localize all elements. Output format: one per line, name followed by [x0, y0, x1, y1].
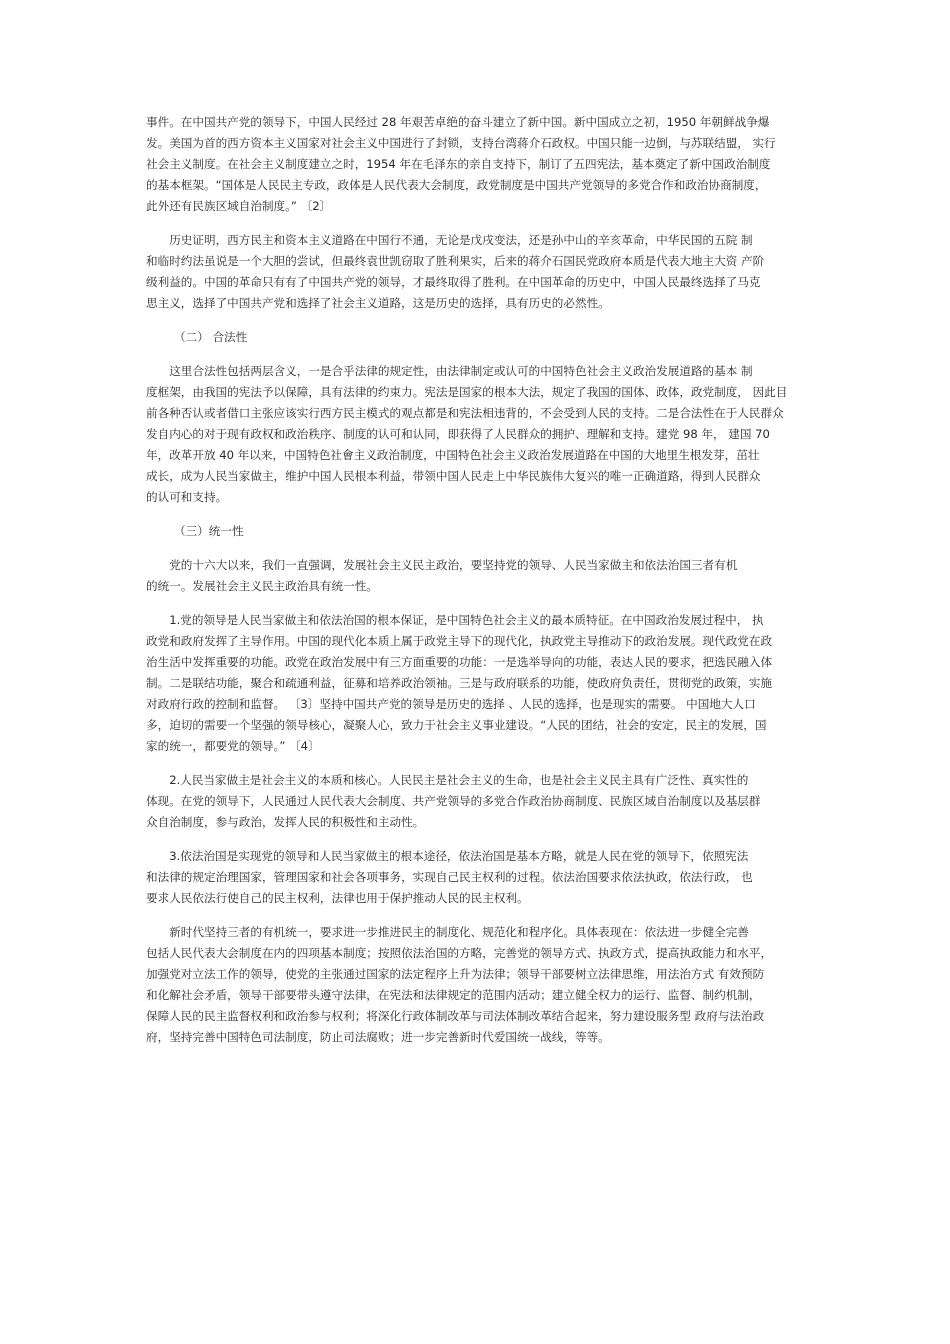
paragraph-new-era: 新时代坚持三者的有机统一，要求进一步推进民主的制度化、规范化和程序化。具体表现在：依法进一步健全完善 包括人民代表大会制度在内的四项基本制度；按照依法治国的方略，完善党的领导方式、执政方式，提高执政能力和水平， 加强党对立法工作的领导，使党的主张通过国家的法定程序上升为法律；领导干部要树立法律思维，用法治方式 有效预防 和化解社会矛盾，领导干部要带头遵守法律，在宪法和法律规定的范围内活动；建立健全权力的运行、监督、制约机制， 保障人民的民主监督权利和政治参与权利；将深化行政体制改革与司法体制改革结合起来，努力建设服务型 政府与法治政 府，坚持完善中国特色司法制度，防止司法腐败；进一步完善新时代爱国统一战线，等等。 — [146, 925, 773, 1044]
paragraph-rule-of-law: 3.依法治国是实现党的领导和人民当家做主的根本途径，依法治国是基本方略，就是人民在党的领导下，依照宪法 和法律的规定治理国家，管理国家和社会各项事务，实现自己民主权利的过程。依法治国要求依法执政，依法行政， 也 要求人民依法行使自己的民主权利，法律也用于保护推动人民的民主权利。 — [146, 849, 753, 905]
section-heading-unity: （三）统一性 — [174, 524, 244, 538]
paragraph-history-founding: 事件。在中国共产党的领导下，中国人民经过 28 年艰苦卓绝的奋斗建立了新中国。新中国成立之初，1950 年朝鲜战争爆 发。美国为首的西方资本主义国家对社会主义中国进行了封锁，支持台湾蒋介石政权。中国只能一边倒，与苏联结盟， 实行 社会主义制度。在社会主义制度建立之时，1954 年在毛泽东的亲自支持下，制订了五四宪法，基本奠定了新中国政治制度 的基本框架。“国体是人民民主专政，政体是人民代表大会制度，政党制度是中国共产党领导的多党合作和政治协商制度， 此外还有民族区域自治制度。” 〔2〕 — [146, 115, 776, 213]
paragraph-history-proof: 历史证明，西方民主和资本主义道路在中国行不通，无论是戊戌变法，还是孙中山的辛亥革命，中华民国的五院 制 和临时约法虽说是一个大胆的尝试，但最终袁世凯窃取了胜利果实，后来的蒋介石国民党政府本质是代表大地主大资 产阶 级利益的。中国的革命只有有了中国共产党的领导，才最终取得了胜利。在中国革命的历史中，中国人民最终选择了马克 思主义，选择了中国共产党和选择了社会主义道路，这是历史的选择，具有历史的必然性。 — [146, 233, 765, 310]
document-page — [146, 112, 810, 1061]
paragraph-legitimacy: 这里合法性包括两层含义，一是合乎法律的规定性，由法律制定或认可的中国特色社会主义政治发展道路的基本 制 度框架，由我国的宪法予以保障，具有法律的约束力。宪法是国家的根本大法，规定了我国的国体、政体，政党制度， 因此目 前各种否认或者借口主张应该实行西方民主模式的观点都是和宪法相违背的，不会受到人民的支持。二是合法性在于人民群众 发自内心的对于现有政权和政治秩序、制度的认可和认同，即获得了人民群众的拥护、理解和支持。建党 98 年， 建国 70 年，改革开放 40 年以来，中国特色社會主义政治制度，中国特色社会主义政治发展道路在中国的大地里生根发芽，茁壮 成长，成为人民当家做主，维护中国人民根本利益，带领中国人民走上中华民族伟大复兴的唯一正确道路，得到人民群众 的认可和支持。 — [146, 364, 788, 504]
paragraph-unity-intro: 党的十六大以来，我们一直强调，发展社会主义民主政治，要坚持党的领导、人民当家做主和依法治国三者有机 的统一。发展社会主义民主政治具有统一性。 — [146, 558, 738, 593]
section-heading-legitimacy: （二） 合法性 — [174, 330, 248, 344]
paragraph-people-masters: 2.人民当家做主是社会主义的本质和核心。人民民主是社会主义的生命，也是社会主义民主具有广泛性、真实性的 体现。在党的领导下，人民通过人民代表大会制度、共产党领导的多党合作政治协商制度、民族区域自治制度以及基层群 众自治制度，参与政治，发挥人民的积极性和主动性。 — [146, 773, 761, 829]
paragraph-party-leadership: 1.党的领导是人民当家做主和依法治国的根本保证，是中国特色社会主义的最本质特征。在中国政治发展过程中， 执 政党和政府发挥了主导作用。中国的现代化本质上属于政党主导下的现代化，执政党主导推动下的政治发展。现代政党在政 治生活中发挥重要的功能。政党在政治发展中有三方面重要的功能：一是选举导向的功能，表达人民的要求，把选民融入体 制。二是联结功能，聚合和疏通利益，征募和培养政治领袖。三是与政府联系的功能，使政府负责任，贯彻党的政策，实施 对政府行政的控制和监督。 〔3〕坚持中国共产党的领导是历史的选择 、人民的选择，也是现实的需要。 中国地大人口 多，迫切的需要一个坚强的领导核心，凝聚人心，致力于社会主义事业建设。“人民的团结，社会的安定，民主的发展，国 家的统一，都要党的领导。” 〔4〕 — [146, 613, 773, 753]
